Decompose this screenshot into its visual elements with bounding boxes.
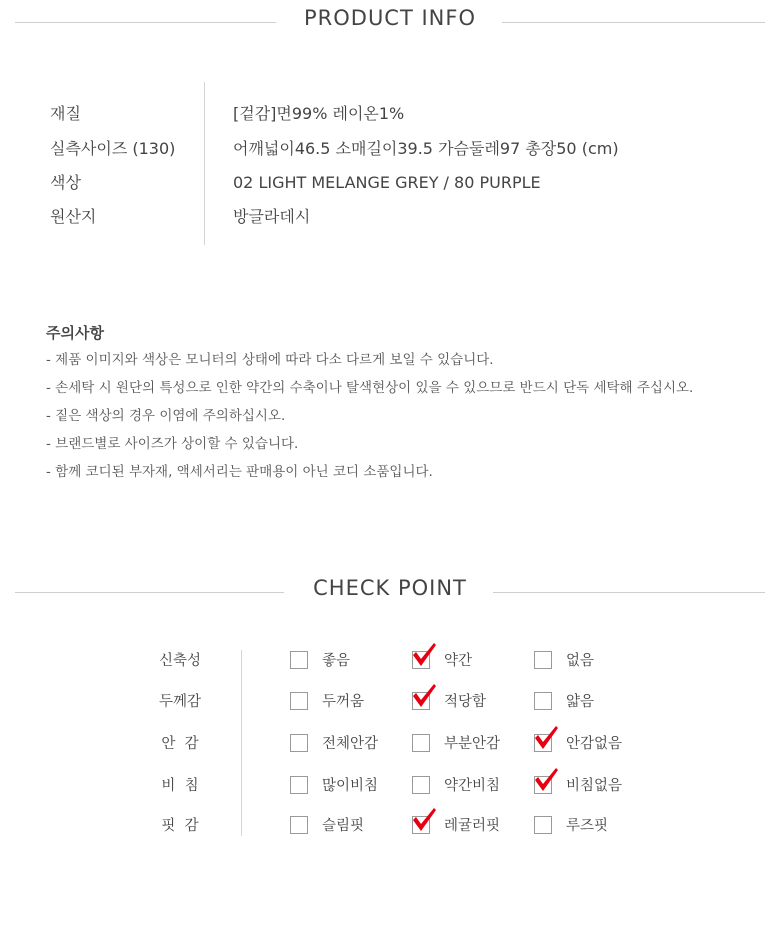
info-row-color [0,169,780,197]
check-option-label: 레귤러핏 [444,818,501,834]
checkbox[interactable] [534,651,552,669]
check-option-label: 전체안감 [322,736,379,752]
checkmark-icon [410,641,438,669]
checkbox[interactable] [290,692,308,710]
header-rule-right [493,592,765,593]
check-row-sheerness [0,770,780,802]
notice-item: - 브랜드별로 사이즈가 상이할 수 있습니다. [46,436,299,452]
check-option-label: 루즈핏 [566,818,609,834]
check-row-elasticity [0,645,780,677]
check-option-label: 슬림핏 [322,818,365,834]
info-value: [겉감]면99% 레이온1% [233,104,405,123]
check-option-label: 좋음 [322,653,351,669]
notice-item: - 함께 코디된 부자재, 액세서리는 판매용이 아닌 코디 소품입니다. [46,464,433,480]
check-row-label: 비 침 [161,778,199,794]
check-row-thickness [0,686,780,718]
notice-item: - 짙은 색상의 경우 이염에 주의하십시오. [46,408,286,424]
product-info-title: PRODUCT INFO [303,6,476,30]
check-option-label: 없음 [566,653,595,669]
info-row-size [0,135,780,163]
info-label: 색상 [50,173,81,192]
check-row-label: 두께감 [158,694,202,710]
check-option-label: 얇음 [566,694,595,710]
product-info-table [0,80,780,248]
header-rule-right [502,22,765,23]
check-option-label: 두꺼움 [322,694,365,710]
checkbox[interactable] [290,816,308,834]
check-option-label: 약간 [444,653,473,669]
checkbox[interactable] [412,734,430,752]
checkbox[interactable] [290,651,308,669]
care-notice [46,320,746,486]
check-row-label: 신축성 [158,653,202,669]
check-point-title: CHECK POINT [313,576,467,600]
check-option-label: 비침없음 [566,778,623,794]
notice-title: 주의사항 [46,324,104,342]
check-option-label: 많이비침 [322,778,379,794]
checkmark-icon [532,724,560,752]
check-option-label: 적당함 [444,694,487,710]
info-label: 원산지 [50,207,97,226]
checkmark-icon [532,766,560,794]
checkmark-icon [410,682,438,710]
check-point-header [0,572,780,612]
checkbox[interactable] [290,776,308,794]
info-value: 어깨넓이46.5 소매길이39.5 가슴둘레97 총장50 (cm) [233,139,619,158]
check-row-label: 핏 감 [161,818,199,834]
info-row-material [0,100,780,128]
check-option-label: 약간비침 [444,778,501,794]
info-label: 재질 [50,104,81,123]
info-value: 방글라데시 [233,207,311,226]
check-row-label: 안 감 [161,736,199,752]
checkbox[interactable] [534,816,552,834]
product-info-header [0,2,780,42]
checkbox[interactable] [534,692,552,710]
info-row-origin [0,203,780,231]
check-row-lining [0,728,780,760]
checkmark-icon [410,806,438,834]
check-option-label: 안감없음 [566,736,623,752]
info-label: 실측사이즈 (130) [50,139,176,158]
check-option-label: 부분안감 [444,736,501,752]
notice-item: - 제품 이미지와 색상은 모니터의 상태에 따라 다소 다르게 보일 수 있습니다. [46,352,494,368]
check-row-fit [0,810,780,842]
checkbox[interactable] [290,734,308,752]
check-point-table [0,640,780,840]
notice-list [46,346,746,486]
info-value: 02 LIGHT MELANGE GREY / 80 PURPLE [233,173,541,192]
notice-item: - 손세탁 시 원단의 특성으로 인한 약간의 수축이나 탈색현상이 있을 수 있으므로 반드시 단독 세탁해 주십시오. [46,380,694,396]
checkbox[interactable] [412,776,430,794]
